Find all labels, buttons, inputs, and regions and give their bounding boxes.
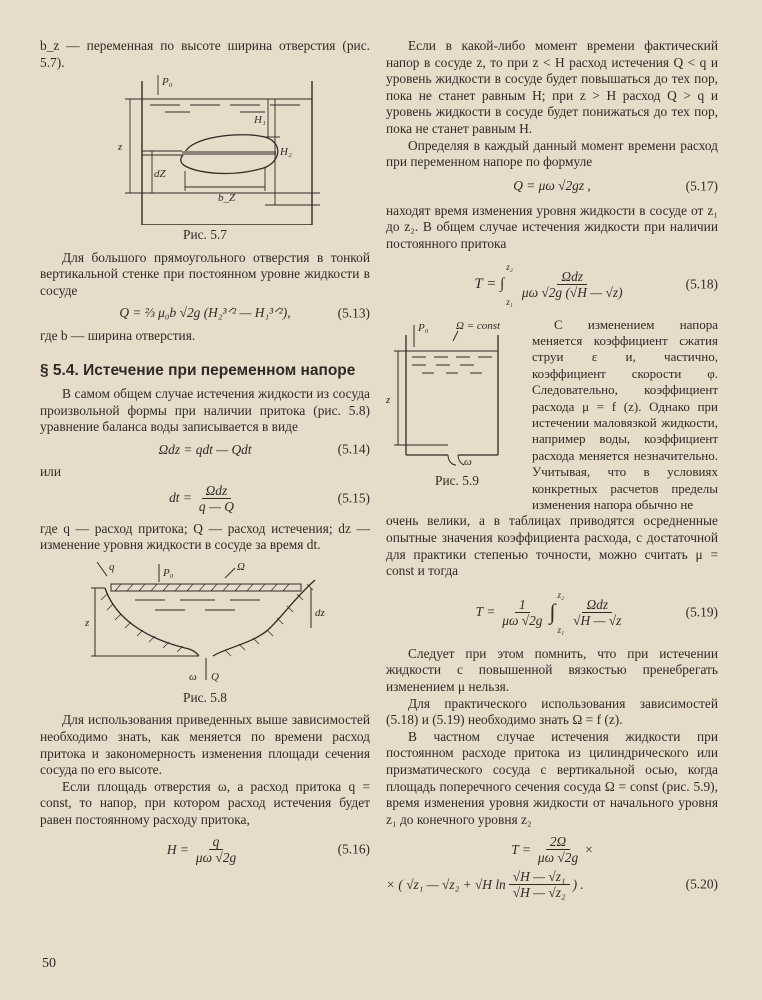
figure-5-9-caption: Рис. 5.9 (435, 473, 479, 489)
formula-5-19 (386, 586, 718, 640)
label-dz: dz (315, 606, 325, 619)
paragraph-if-area: Если площадь отверстия ω, а расход притока q = const, то напор, при котором расход истечения будет равен постоянному расходу притока, (40, 778, 370, 827)
word-or: или (40, 463, 62, 479)
formula-5-17-number: (5.17) (685, 178, 718, 194)
figure-5-7-caption: Рис. 5.7 (183, 227, 227, 243)
formula-5-16-number: (5.16) (337, 842, 370, 858)
formula-5-18-denominator: μω √2g (√H — √z) (521, 284, 623, 300)
label-z: z (386, 393, 391, 406)
formula-5-18-number: (5.18) (685, 276, 718, 292)
formula-5-20-lhs: T = (511, 842, 531, 858)
formula-5-20-line1 (386, 834, 718, 866)
formula-5-19-upper: z₂ (557, 590, 565, 601)
formula-5-20-denominator: μω √2g (537, 850, 579, 866)
formula-5-20-log-denominator: √H — √z₂ (512, 885, 566, 901)
label-omega: ω (464, 455, 472, 467)
formula-5-16 (40, 834, 370, 866)
formula-5-17 (386, 176, 718, 198)
formula-5-19-denominator-1: μω √2g (502, 612, 543, 628)
formula-5-15 (40, 483, 370, 515)
formula-5-15-number: (5.15) (337, 490, 370, 506)
paragraph-bz: b_z — переменная по высоте ширина отверстия (рис. 5.7). (40, 38, 370, 70)
formula-5-19-lower: z₁ (557, 624, 565, 635)
formula-5-19-limits (558, 587, 565, 638)
label-dz: dZ (154, 168, 166, 181)
formula-5-19-numerator-1: 1 (515, 597, 530, 613)
paragraph-general-case: В самом общем случае истечения жидкости из сосуда произвольной формы при наличии притока (рис. 5.8) уравнение баланса воды записывается в виде (40, 386, 370, 435)
formula-5-16-denominator: μω √2g (195, 850, 237, 866)
formula-5-16-numerator: q (209, 834, 224, 850)
formula-5-14 (40, 439, 370, 461)
formula-5-18-limits (506, 259, 513, 310)
formula-5-20-number: (5.20) (685, 877, 718, 893)
formula-5-14-body: Ωdz = qdt — Qdt (158, 441, 252, 457)
formula-5-19-fraction-2 (569, 597, 625, 629)
formula-5-20-log-fraction (509, 869, 570, 901)
formula-5-18 (386, 259, 718, 311)
figure-5-8 (85, 558, 325, 688)
formula-5-15-denominator: q — Q (198, 498, 234, 514)
label-Q: Q (211, 670, 219, 683)
paragraph-find: находят время изменения уровня жидкости в сосуде от z₁ до z₂. В общем случае истечения жидкости при наличии постоянного притока (386, 202, 718, 251)
formula-5-19-denominator-2: √H — √z (573, 612, 622, 628)
label-omega-big: Ω (237, 560, 245, 573)
formula-5-20-line2-body: × ( √z₁ — √z₂ + √H ln (386, 877, 506, 893)
formula-5-18-lhs: T = ∫ (474, 276, 505, 293)
figure-5-9 (386, 317, 526, 467)
formula-5-15-fraction (195, 483, 238, 515)
label-z: z (118, 141, 123, 154)
paragraph-if-time: Если в какой-либо момент времени фактический напор в сосуде z, то при z < H расход истечения Q < q и уровень жидкости в сосуде будет повышаться до тех пор, пока не станет равным H; при z > H расход Q > q и уровень жидкости в сосуде будет понижаться до тех пор, пока не станет равным H. (386, 38, 718, 136)
paragraph-use: Для использования приведенных выше зависимостей необходимо знать, как меняется по времени расход притока и закономерность изменения площади сечения сосуда по его высоте. (40, 712, 370, 778)
formula-5-19-fraction-1 (498, 597, 546, 629)
figure-5-8-caption: Рис. 5.8 (183, 689, 227, 705)
label-omega: ω (189, 670, 197, 683)
formula-5-18-upper: z₂ (506, 261, 513, 272)
formula-5-13-number: (5.13) (337, 305, 370, 321)
paragraph-remember: Следует при этом помнить, что при истечении жидкости с повышенной вязкостью пренебрегать изменением μ нельзя. (386, 645, 718, 694)
formula-5-20-log-numerator: √H — √z₁ (509, 869, 570, 885)
label-q: q (109, 560, 115, 573)
paragraph-define: Определяя в каждый данный момент времени расход при переменном напоре по формуле (386, 137, 718, 170)
formula-5-19-lhs: T = (475, 604, 496, 620)
formula-5-17-body: Q = μω √2gz , (513, 178, 591, 194)
wall-hatching (101, 584, 313, 656)
label-h2: H₂ (280, 146, 292, 159)
paragraph-b-width: где b — ширина отверстия. (40, 327, 196, 343)
formula-5-20-numerator: 2Ω (546, 834, 570, 850)
formula-5-20-line2 (386, 869, 718, 901)
label-h1: H₁ (254, 114, 266, 127)
formula-5-19-numerator-2: Ωdz (582, 597, 612, 613)
label-p0: P₀ (418, 321, 429, 334)
left-column (40, 38, 370, 869)
formula-5-19-number: (5.19) (685, 604, 718, 620)
formula-5-14-number: (5.14) (337, 441, 370, 457)
figure-5-7 (90, 75, 320, 225)
figure-5-9-wrap (386, 317, 528, 496)
section-heading: § 5.4. Истечение при переменном напоре (40, 362, 356, 380)
paragraph-particular: В частном случае истечения жидкости при постоянном расходе притока из цилиндрического или призматического сосуда с вертикальной осью, когда площадь поперечного сечения сосуда Ω = const (рис. 5.9), время изменения уровня жидкости от начального уровня z₁ до конечного уровня z₂ (386, 728, 718, 827)
formula-5-13-body: Q = ⅔ μ₀b √2g (H₂³ᐟ² — H₁³ᐟ²), (119, 305, 291, 321)
formula-5-18-fraction (518, 269, 627, 301)
integral-sign: ∫ (549, 599, 556, 625)
formula-5-20-times: × (585, 842, 593, 858)
label-p0: P₀ (162, 76, 173, 89)
label-z: z (85, 616, 90, 629)
formula-5-18-lower: z₁ (506, 296, 513, 307)
label-bz: b_Z (218, 192, 236, 205)
formula-5-13 (40, 303, 370, 325)
formula-5-16-lhs: H = (166, 842, 189, 858)
formula-5-18-numerator: Ωdz (557, 269, 587, 285)
formula-5-20-close: ) . (572, 877, 584, 893)
paragraph-change-b: очень велики, а в таблицах приводятся осредненные опытные значения коэффициента расхода, с достаточной для практики степенью точности, можно считать μ = const и тогда (386, 513, 718, 579)
label-p0: P₀ (163, 566, 174, 579)
paragraph-where-q: где q — расход притока; Q — расход истечения; dz — изменение уровня жидкости в сосуде за время dt. (40, 520, 370, 553)
paragraph-change-a: С изменением напора меняется коэффициент сжатия струи ε и, частично, коэффициент скорости φ. Следовательно, коэффициент расхода μ = f (z). Однако при истечении маловязкой жидкости, например воды, коэффициент расхода меняется незначительно. Учитывая, что в условиях конкретных расчетов пределы изменения напора обычно не (532, 316, 718, 512)
formula-5-20-fraction (534, 834, 582, 866)
orifice-strip (182, 151, 276, 155)
tank-walls (406, 335, 498, 455)
paragraph-practical: Для практического использования зависимостей (5.18) и (5.19) необходимо знать Ω = f (z). (386, 695, 718, 728)
water-surface (142, 99, 312, 112)
paragraph-rect-orifice: Для большого прямоугольного отверстия в тонкой вертикальной стенке при постоянном уровне жидкости в сосуде (40, 249, 370, 298)
formula-5-15-lhs: dt = (169, 490, 192, 506)
formula-5-15-numerator: Ωdz (202, 483, 232, 499)
label-const: Ω = const (456, 319, 501, 332)
right-column (386, 38, 718, 904)
page-number: 50 (42, 956, 56, 971)
formula-5-16-fraction (192, 834, 240, 866)
